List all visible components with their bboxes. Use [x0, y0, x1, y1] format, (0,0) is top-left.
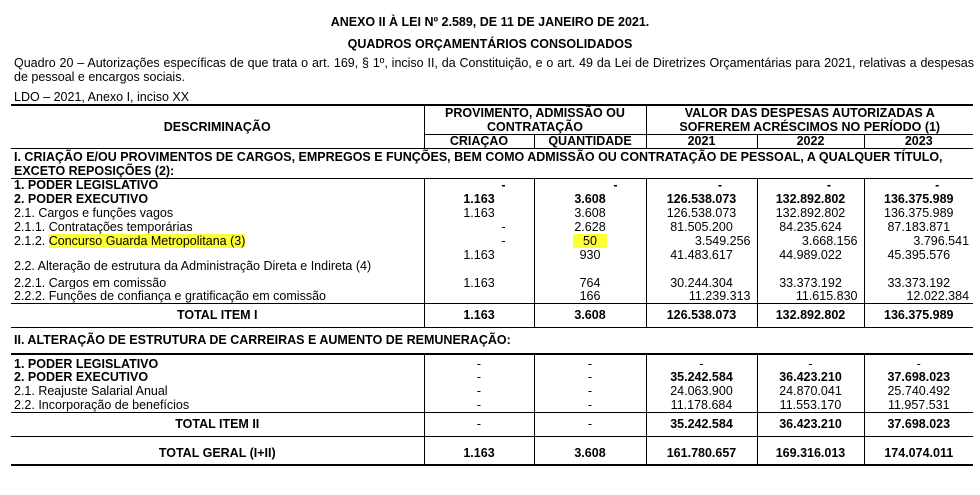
cell-2021: 126.538.073 [646, 206, 757, 220]
cell-2021: 35.242.584 [646, 413, 757, 437]
cell-2022: 36.423.210 [757, 413, 864, 437]
cell-quantidade: 166 [534, 289, 646, 303]
cell-criacao: - [424, 220, 534, 234]
cell-2023: 136.375.989 [864, 206, 973, 220]
cell-2021: 41.483.617 [646, 249, 757, 273]
cell-2023: 11.957.531 [864, 399, 973, 413]
row-label: 1. PODER LEGISLATIVO [14, 357, 159, 371]
cell-2022: 84.235.624 [757, 220, 864, 234]
row-label: 2. PODER EXECUTIVO [14, 370, 149, 385]
cell-2021: 11.239.313 [646, 289, 757, 303]
col-2021: 2021 [646, 135, 757, 149]
row-label [11, 234, 424, 249]
cell-criacao: 1.163 [424, 206, 534, 220]
total-label: TOTAL ITEM I [11, 303, 424, 327]
table-row [11, 354, 973, 371]
cell-2022: 132.892.802 [757, 206, 864, 220]
section-1-title-row [11, 148, 973, 178]
cell-quantidade: - [534, 178, 646, 192]
cell-2023: 37.698.023 [864, 413, 973, 437]
budget-table [11, 104, 973, 466]
cell-2022: 11.553.170 [757, 399, 864, 413]
cell-quantidade: 3.608 [534, 303, 646, 327]
intro-paragraph: Quadro 20 – Autorizações específicas de que trata o art. 169, § 1º, inciso II, da Constituição, e o art. 49 da Lei de Diretrizes Orçamentárias para 2021, relativas a despesas de pessoal e encargos sociais. [14, 56, 974, 84]
cell-criacao: - [424, 385, 534, 399]
cell-criacao: - [424, 371, 534, 385]
row-label: 1. PODER LEGISLATIVO [14, 178, 159, 192]
cell-criacao: 1.163 [424, 249, 534, 273]
cell-2023: 136.375.989 [864, 192, 973, 206]
grand-total-label: TOTAL GERAL (I+II) [11, 443, 424, 465]
cell-2023: 87.183.871 [864, 220, 973, 234]
cell-2023: 136.375.989 [864, 303, 973, 327]
cell-2021: 3.549.256 [646, 234, 757, 249]
table-row [11, 371, 973, 385]
cell-2021: - [646, 178, 757, 192]
cell-quantidade: 3.608 [534, 443, 646, 465]
cell-2022: 3.668.156 [757, 234, 864, 249]
cell-criacao: 1.163 [424, 303, 534, 327]
cell-criacao: - [424, 178, 534, 192]
col-2022: 2022 [757, 135, 864, 149]
cell-2021: 30.244.304 [646, 273, 757, 289]
cell-criacao: - [424, 399, 534, 413]
cell-2021: 11.178.684 [646, 399, 757, 413]
total-label: TOTAL ITEM II [11, 413, 424, 437]
cell-2022: 11.615.830 [757, 289, 864, 303]
cell-2022: 169.316.013 [757, 443, 864, 465]
cell-2022: 132.892.802 [757, 303, 864, 327]
cell-2023: 12.022.384 [864, 289, 973, 303]
cell-2022: - [757, 354, 864, 371]
cell-2021: 35.242.584 [646, 371, 757, 385]
col-discriminacao: DESCRIMINAÇÃO [11, 105, 424, 148]
cell-quantidade: - [534, 399, 646, 413]
row-label-prefix: 2.1.2. [14, 234, 49, 249]
cell-2023: 45.395.576 [864, 249, 973, 273]
document-title: ANEXO II À LEI Nº 2.589, DE 11 DE JANEIRO DE 2021. [330, 15, 650, 29]
table-row [11, 178, 973, 192]
table-row [11, 399, 973, 413]
cell-2021: 81.505.200 [646, 220, 757, 234]
cell-2023: 174.074.011 [864, 443, 973, 465]
cell-2023: 25.740.492 [864, 385, 973, 399]
table-row [11, 206, 973, 220]
row-label: 2.2. Incorporação de benefícios [11, 399, 424, 413]
cell-quantidade: 764 [534, 273, 646, 289]
total-item-2-row [11, 413, 973, 437]
cell-quantidade: 3.608 [534, 206, 646, 220]
cell-quantidade: 2.628 [534, 220, 646, 234]
table-row [11, 192, 973, 206]
row-label: 2.2.1. Cargos em comissão [14, 275, 167, 289]
cell-2022: 33.373.192 [757, 273, 864, 289]
cell-2022: - [757, 178, 864, 192]
cell-2023: 37.698.023 [864, 371, 973, 385]
cell-criacao: 1.163 [424, 192, 534, 206]
cell-quantidade: - [534, 413, 646, 437]
cell-2023: 33.373.192 [864, 273, 973, 289]
grand-total-row [11, 443, 973, 465]
row-label: 2.1. Reajuste Salarial Anual [14, 384, 168, 399]
cell-quantidade: - [534, 354, 646, 371]
section-1-title: I. CRIAÇÃO E/OU PROVIMENTOS DE CARGOS, EMPREGOS E FUNÇÕES, BEM COMO ADMISSÃO OU CONTRATAÇÃO DE PESSOAL, A QUALQUER TÍTULO, EXCETO REPOSIÇÕES (2): [11, 148, 973, 178]
row-label: 2.1.1. Contratações temporárias [14, 220, 193, 234]
col-2023: 2023 [864, 135, 973, 149]
cell-criacao: 1.163 [424, 443, 534, 465]
col-provimento-group: PROVIMENTO, ADMISSÃO OU CONTRATAÇÃO [424, 105, 646, 135]
col-criacao: CRIAÇÃO [424, 135, 534, 149]
cell-2023: - [864, 178, 973, 192]
cell-2022: 24.870.041 [757, 385, 864, 399]
cell-2023: 3.796.541 [864, 234, 973, 249]
cell-quantidade [534, 234, 646, 249]
cell-2023: - [864, 354, 973, 371]
cell-criacao [424, 289, 534, 303]
table-row [11, 249, 973, 273]
table-row [11, 385, 973, 399]
cell-2022: 36.423.210 [757, 371, 864, 385]
cell-2021: 126.538.073 [646, 303, 757, 327]
col-valor-group: VALOR DAS DESPESAS AUTORIZADAS A SOFREREM ACRÉSCIMOS NO PERÍODO (1) [646, 105, 973, 135]
cell-2021: 126.538.073 [646, 192, 757, 206]
cell-2021: 161.780.657 [646, 443, 757, 465]
table-row [11, 273, 973, 289]
cell-2022: 132.892.802 [757, 192, 864, 206]
ldo-reference: LDO – 2021, Anexo I, inciso XX [14, 90, 190, 104]
cell-quantidade: - [534, 385, 646, 399]
cell-quantidade: 3.608 [534, 192, 646, 206]
total-item-1-row [11, 303, 973, 327]
cell-2021: - [646, 354, 757, 371]
row-label: 2.2. Alteração de estrutura da Administração Direta e Indireta (4) [14, 258, 372, 273]
section-2-title: II. ALTERAÇÃO DE ESTRUTURA DE CARREIRAS E AUMENTO DE REMUNERAÇÃO: [11, 327, 973, 354]
document-subtitle: QUADROS ORÇAMENTÁRIOS CONSOLIDADOS [347, 37, 633, 51]
cell-criacao: - [424, 234, 534, 249]
cell-quantidade: - [534, 371, 646, 385]
highlighted-quantity: 50 [573, 234, 607, 248]
cell-criacao: 1.163 [424, 273, 534, 289]
header-row-top [11, 105, 973, 135]
row-label: 2. PODER EXECUTIVO [14, 192, 149, 206]
table-row [11, 234, 973, 249]
table-row [11, 289, 973, 303]
col-quantidade: QUANTIDADE [534, 135, 646, 149]
cell-quantidade: 930 [534, 249, 646, 273]
cell-2022: 44.989.022 [757, 249, 864, 273]
row-label: 2.1. Cargos e funções vagos [14, 206, 174, 220]
section-2-title-row [11, 327, 973, 354]
highlighted-label: Concurso Guarda Metropolitana (3) [48, 234, 246, 249]
cell-2021: 24.063.900 [646, 385, 757, 399]
cell-criacao: - [424, 354, 534, 371]
table-row [11, 220, 973, 234]
cell-criacao: - [424, 413, 534, 437]
row-label: 2.2.2. Funções de confiança e gratificação em comissão [11, 289, 424, 303]
